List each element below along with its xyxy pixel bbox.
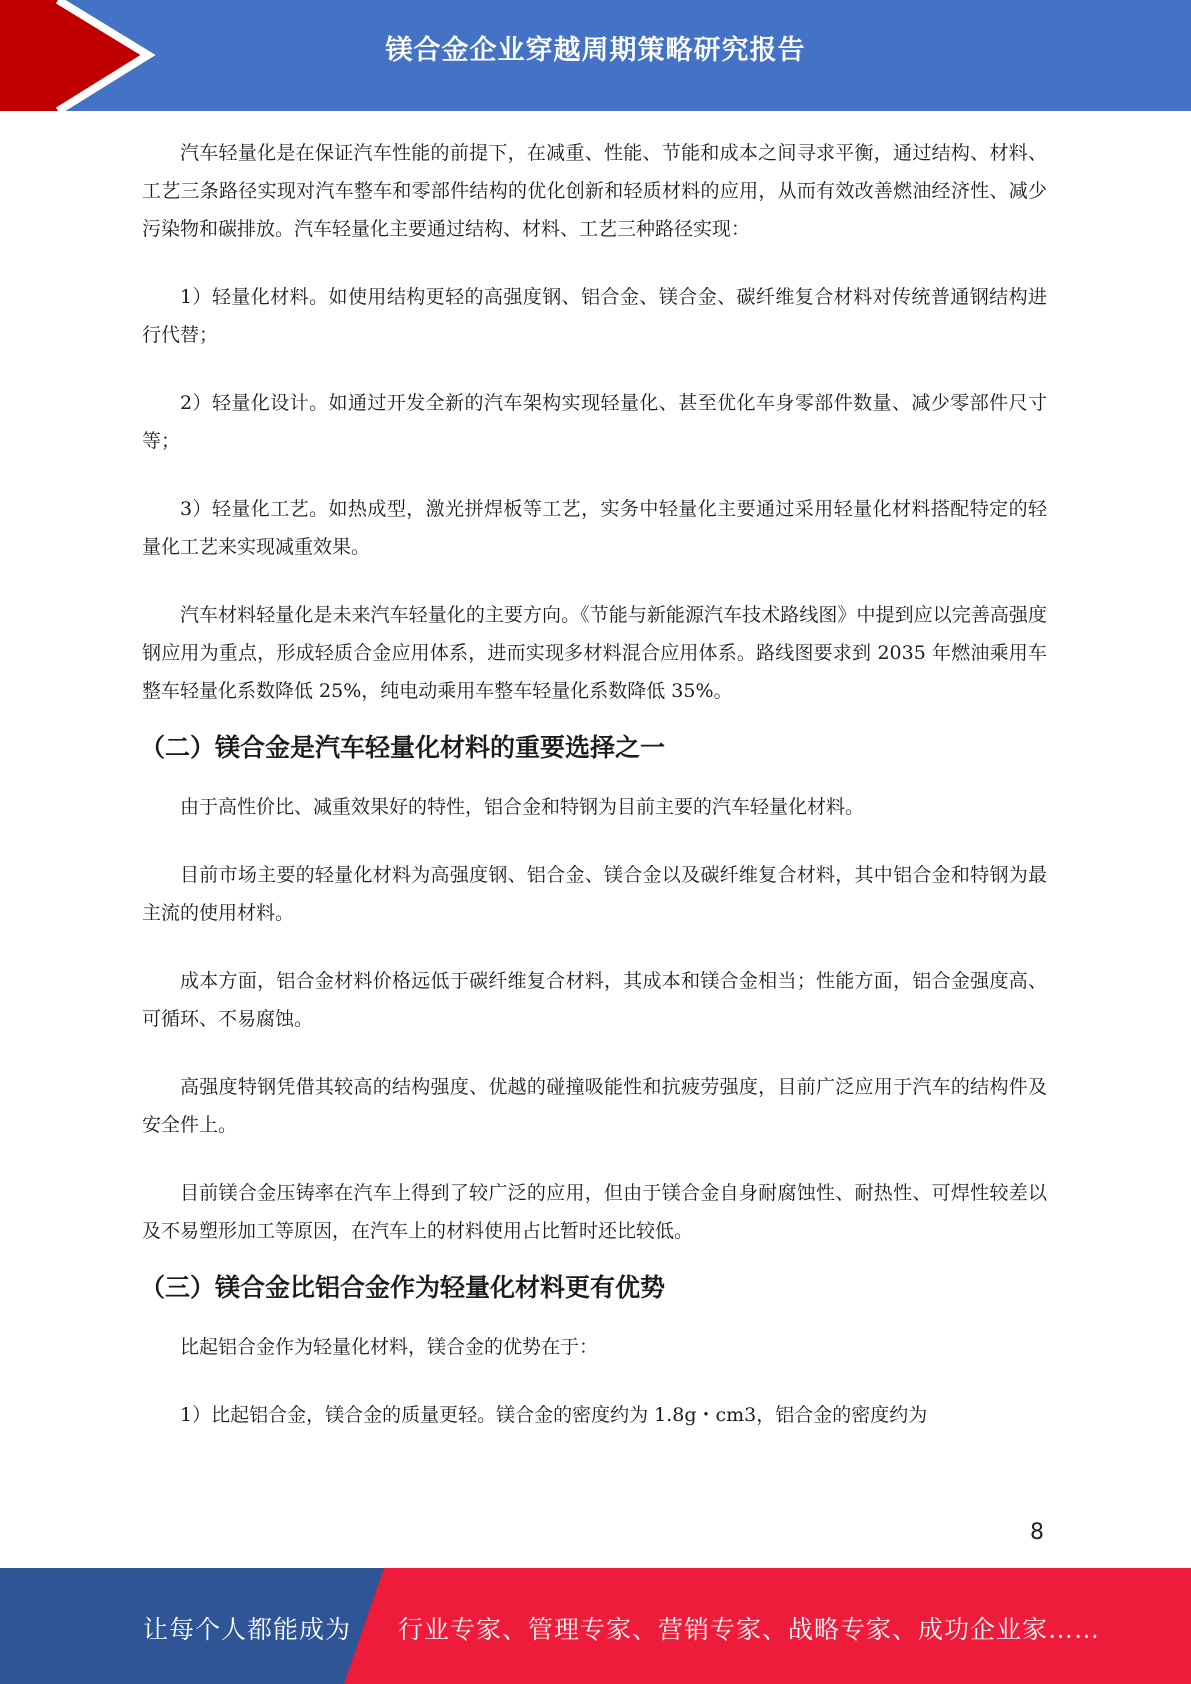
paragraph-main-materials: 由于高性价比、减重效果好的特性，铝合金和特钢为目前主要的汽车轻量化材料。	[180, 796, 865, 818]
footer-slogan-left: 让每个人都能成为	[143, 1615, 352, 1644]
section-heading-2: （二）镁合金是汽车轻量化材料的重要选择之一	[140, 733, 666, 762]
report-title: 镁合金企业穿越周期策略研究报告	[385, 35, 806, 66]
paragraph-roadmap: 汽车材料轻量化是未来汽车轻量化的主要方向。《节能与新能源汽车技术路线图》中提到应以完善高强度钢应用为重点，形成轻质合金应用体系，进而实现多材料混合应用体系。路线图要求到 2035 年燃油乘用车整车轻量化系数降低 25%，纯电动乘用车整车轻量化系数降低 35%。	[142, 604, 1047, 702]
paragraph-item-2: 2）轻量化设计。如通过开发全新的汽车架构实现轻量化、甚至优化车身零部件数量、减少零部件尺寸等；	[142, 392, 1047, 452]
document-body	[142, 134, 1047, 1434]
paragraph-steel: 高强度特钢凭借其较高的结构强度、优越的碰撞吸能性和抗疲劳强度，目前广泛应用于汽车的结构件及安全件上。	[142, 1076, 1047, 1136]
section-heading-3: （三）镁合金比铝合金作为轻量化材料更有优势	[140, 1273, 666, 1302]
paragraph-cost: 成本方面，铝合金材料价格远低于碳纤维复合材料，其成本和镁合金相当；性能方面，铝合金强度高、可循环、不易腐蚀。	[142, 970, 1047, 1030]
paragraph-magnesium-usage: 目前镁合金压铸率在汽车上得到了较广泛的应用，但由于镁合金自身耐腐蚀性、耐热性、可焊性较差以及不易塑形加工等原因，在汽车上的材料使用占比暂时还比较低。	[142, 1182, 1047, 1242]
footer-slogan-right: 行业专家、管理专家、营销专家、战略专家、成功企业家……	[398, 1615, 1101, 1644]
page-header	[0, 0, 1191, 111]
paragraph-intro: 汽车轻量化是在保证汽车性能的前提下，在减重、性能、节能和成本之间寻求平衡，通过结构、材料、工艺三条路径实现对汽车整车和零部件结构的优化创新和轻质材料的应用，从而有效改善燃油经济性、减少污染物和碳排放。汽车轻量化主要通过结构、材料、工艺三种路径实现：	[142, 142, 1047, 240]
paragraph-advantage-1: 1）比起铝合金，镁合金的质量更轻。镁合金的密度约为 1.8g・cm3，铝合金的密度约为	[180, 1404, 928, 1426]
paragraph-item-1: 1）轻量化材料。如使用结构更轻的高强度钢、铝合金、镁合金、碳纤维复合材料对传统普通钢结构进行代替；	[142, 286, 1047, 346]
paragraph-item-3: 3）轻量化工艺。如热成型，激光拼焊板等工艺，实务中轻量化主要通过采用轻量化材料搭配特定的轻量化工艺来实现减重效果。	[142, 498, 1047, 558]
page-number: 8	[1030, 1520, 1044, 1545]
paragraph-market-materials: 目前市场主要的轻量化材料为高强度钢、铝合金、镁合金以及碳纤维复合材料，其中铝合金和特钢为最主流的使用材料。	[142, 864, 1047, 924]
paragraph-advantages-intro: 比起铝合金作为轻量化材料，镁合金的优势在于：	[180, 1336, 599, 1358]
page-footer	[0, 1568, 1191, 1684]
